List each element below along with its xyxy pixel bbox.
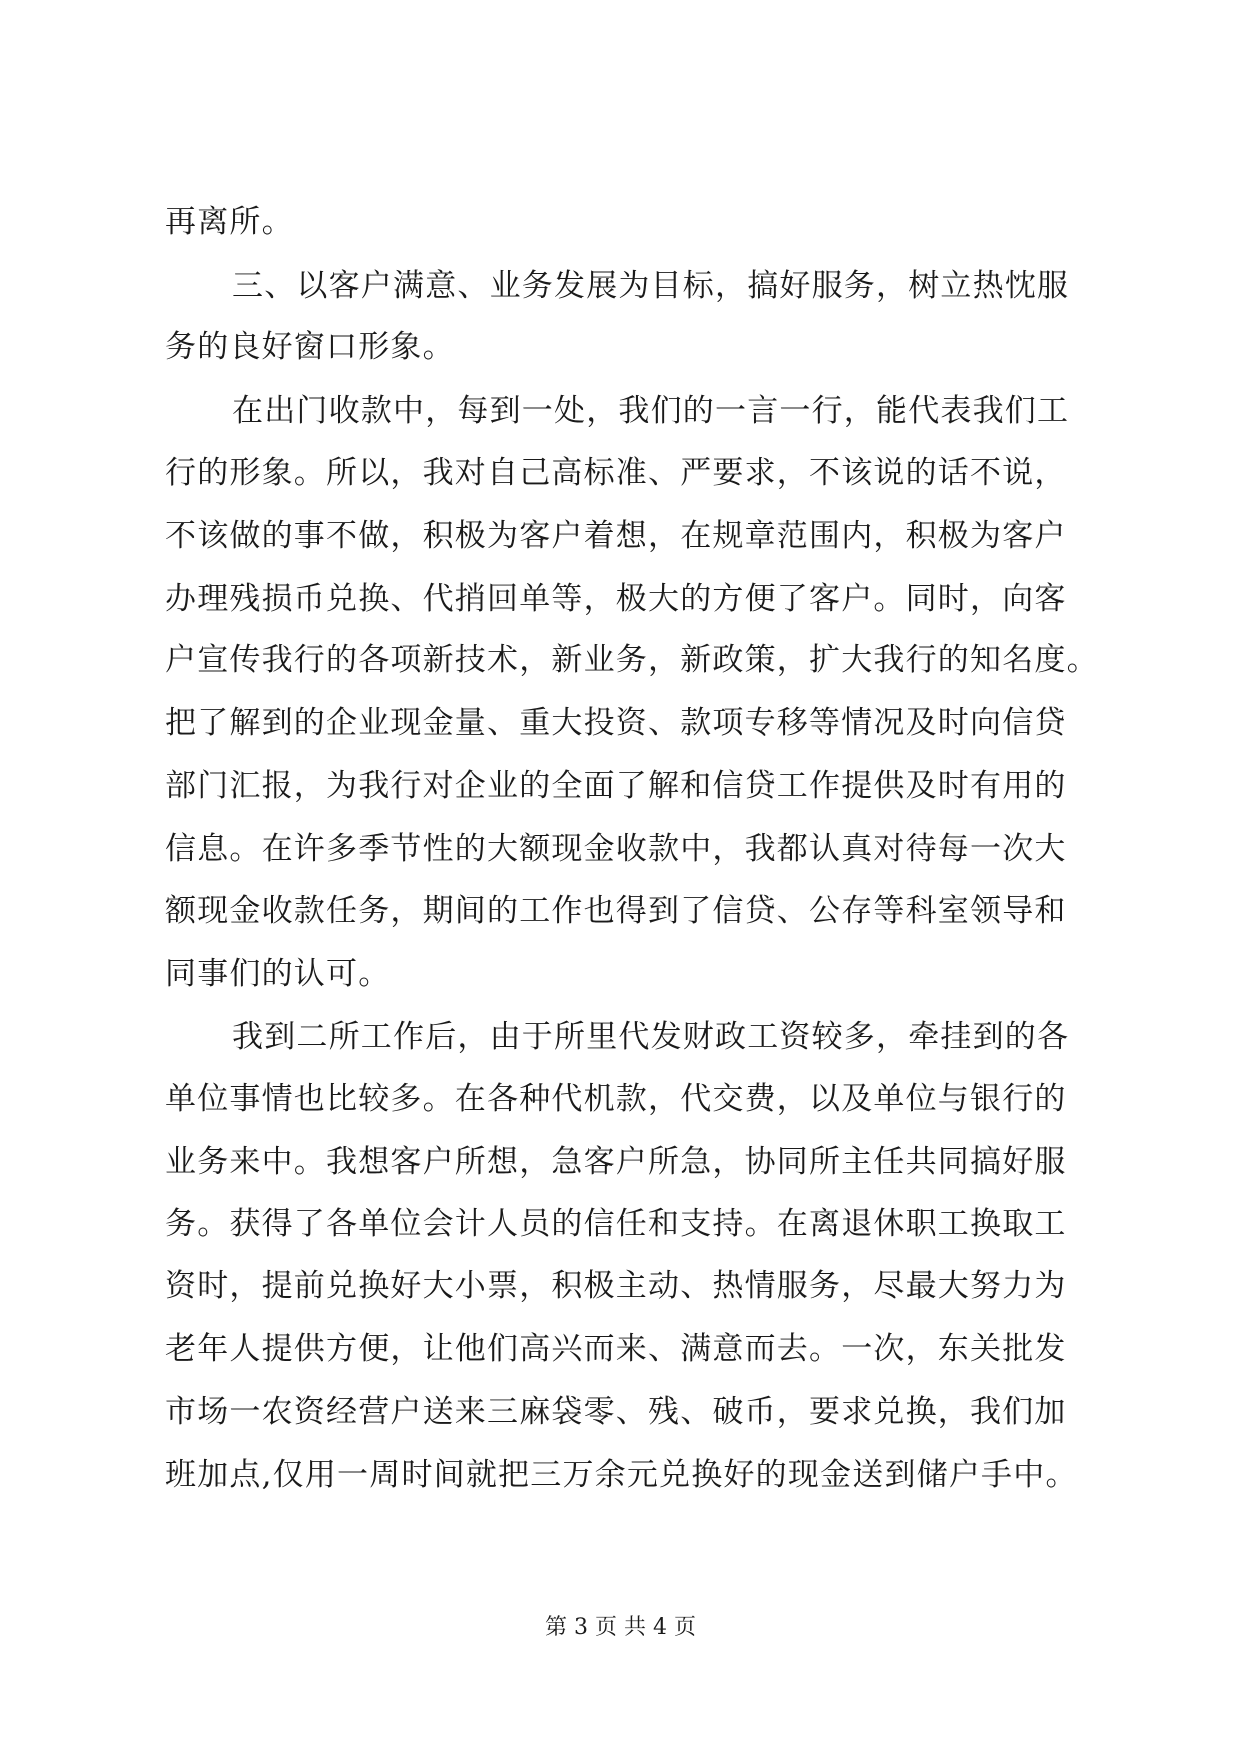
paragraph-line: 不该做的事不做，积极为客户着想，在规章范围内，积极为客户	[165, 518, 1067, 554]
paragraph-line: 额现金收款任务，期间的工作也得到了信贷、公存等科室领导和	[165, 893, 1067, 929]
paragraph-line: 资时，提前兑换好大小票，积极主动、热情服务，尽最大努力为	[165, 1268, 1067, 1304]
section-heading-line: 三、以客户满意、业务发展为目标，搞好服务，树立热忱服	[232, 268, 1070, 304]
paragraph-line: 班加点,仅用一周时间就把三万余元兑换好的现金送到储户手中。	[165, 1457, 1078, 1493]
section-heading-line: 务的良好窗口形象。	[165, 329, 455, 365]
paragraph-line: 务。获得了各单位会计人员的信任和支持。在离退休职工换取工	[165, 1206, 1067, 1242]
paragraph-line: 单位事情也比较多。在各种代机款，代交费，以及单位与银行的	[165, 1081, 1067, 1117]
paragraph-line: 信息。在许多季节性的大额现金收款中，我都认真对待每一次大	[165, 831, 1067, 867]
page-number-footer: 第 3 页 共 4 页	[545, 1615, 696, 1640]
paragraph-line: 行的形象。所以，我对自己高标准、严要求，不该说的话不说，	[165, 455, 1067, 491]
paragraph-line: 在出门收款中，每到一处，我们的一言一行，能代表我们工	[232, 393, 1070, 429]
paragraph-line: 办理残损币兑换、代捎回单等，极大的方便了客户。同时，向客	[165, 581, 1067, 617]
paragraph-line: 同事们的认可。	[165, 956, 391, 992]
paragraph-line: 我到二所工作后，由于所里代发财政工资较多，牵挂到的各	[232, 1019, 1070, 1055]
paragraph-line: 户宣传我行的各项新技术，新业务，新政策，扩大我行的知名度。	[165, 642, 1099, 678]
paragraph-line: 老年人提供方便，让他们高兴而来、满意而去。一次，东关批发	[165, 1331, 1067, 1367]
paragraph-line: 把了解到的企业现金量、重大投资、款项专移等情况及时向信贷	[165, 705, 1067, 741]
text-line: 再离所。	[165, 204, 294, 240]
paragraph-line: 部门汇报，为我行对企业的全面了解和信贷工作提供及时有用的	[165, 768, 1067, 804]
paragraph-line: 业务来中。我想客户所想，急客户所急，协同所主任共同搞好服	[165, 1144, 1067, 1180]
paragraph-line: 市场一农资经营户送来三麻袋零、残、破币，要求兑换，我们加	[165, 1394, 1067, 1430]
